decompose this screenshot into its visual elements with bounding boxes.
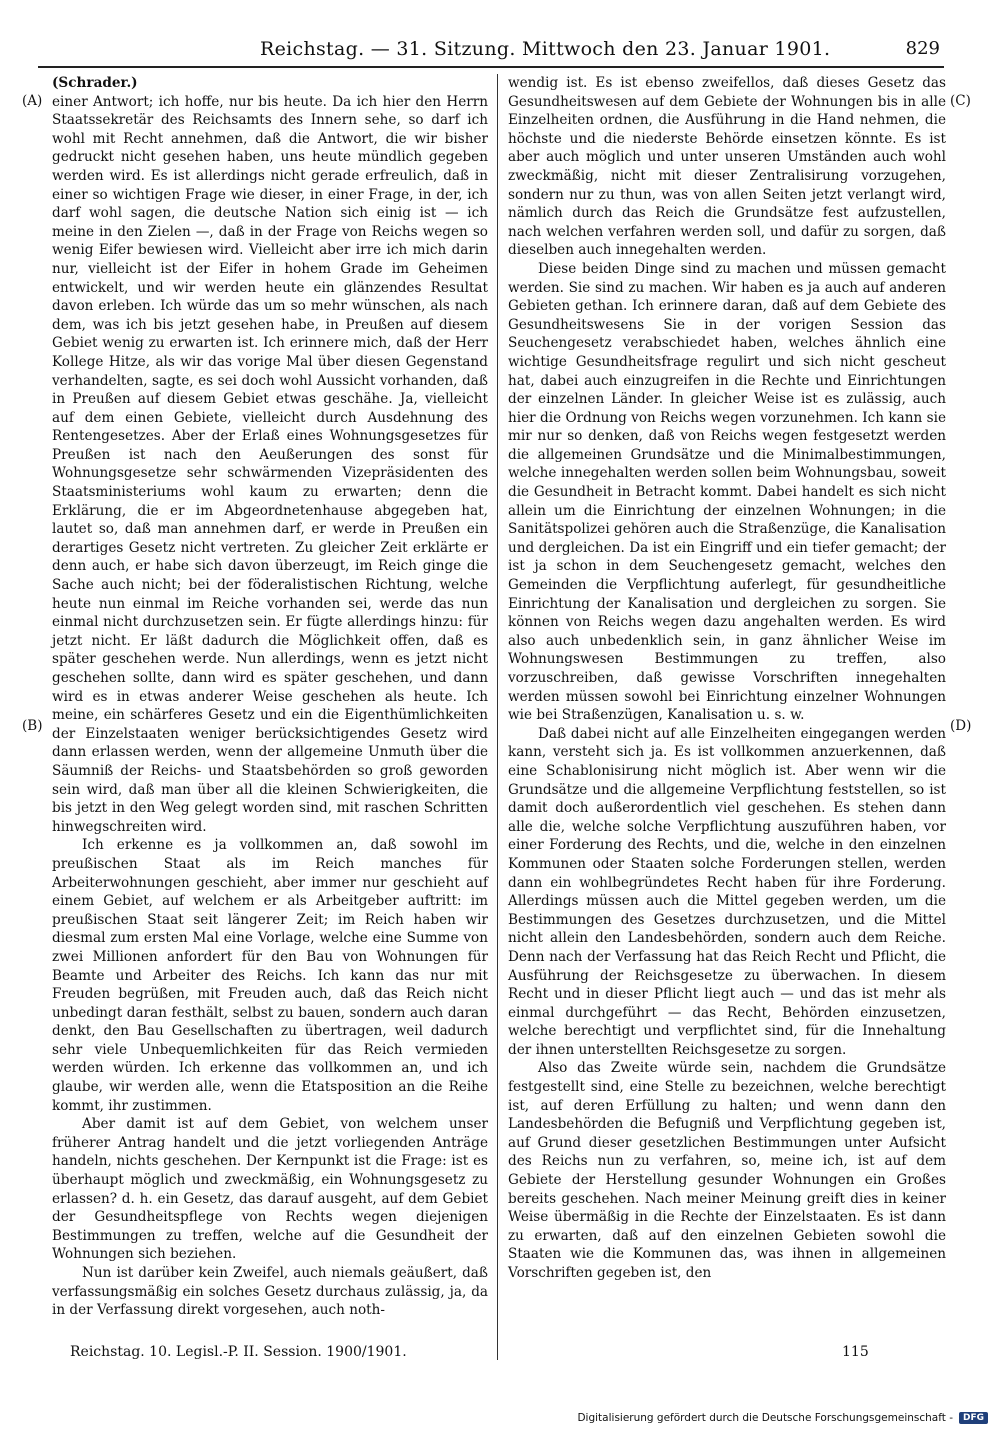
paragraph: Ich erkenne es ja vollkommen an, daß sowohl im preußischen Staat als im Reich manches für Arbeiterwohnungen geschieht, aber immer nur geschieht auf einem Gebiet, auf welchem er als Arbeitgeber auftritt: im preußischen Staat seit längerer Zeit; im Reich haben wir diesmal zum ersten Mal eine Vorlage, welche eine Summe von zwei Millionen anfordert für den Bau von Wohnungen für Beamte und Arbeiter des Reichs. Ich kann das nur mit Freuden begrüßen, mit Freuden auch, daß das Reich nicht unbedingt daran festhält, selbst zu bauen, sondern auch daran denkt, den Bau Gesellschaften zu übertragen, weil dadurch sehr viele Unbequemlichkeiten für das Reich vermieden werden würden. Ich erkenne das vollkommen an, und ich glaube, wir werden alle, wenn die Etatsposition an die Reihe kommt, ihr zustimmen.	[52, 837, 488, 1114]
paragraph: Nun ist darüber kein Zweifel, auch niemals geäußert, daß verfassungsmäßig ein solches Gesetz durchaus zulässig, ja, da in der Verfassung direkt vorgesehen, auch noth-	[52, 1265, 488, 1319]
paragraph: Diese beiden Dinge sind zu machen und müssen gemacht werden. Sie sind zu machen. Wir haben es ja auch auf anderen Gebieten gethan. Ich erinnere daran, daß auf dem Gebiete des Gesundheitswesens Sie in der vorigen Session das Seuchengesetz verabschiedet haben, welches ähnlich eine wichtige Gesundheitsfrage regulirt und sich nicht gescheut hat, dabei auch einzugreifen in die Rechte und Einrichtungen der einzelnen Länder. In gleicher Weise ist es zulässig, auch hier die Ordnung von Reichs wegen vorzunehmen. Ich kann sie mir nur so denken, daß von Reichs wegen festgesetzt werden die allgemeinen Grundsätze und die Minimalbestimmungen, welche innegehalten werden sollen beim Wohnungsbau, soweit die Gesundheit in Betracht kommt. Dabei handelt es sich nicht allein um die Einrichtung der einzelnen Wohnungen; in die Sanitätspolizei gehören auch die Straßenzüge, die Kanalisation und dergleichen. Da ist ein Eingriff und ein tiefer gemacht; der ist ja schon in dem Seuchengesetz gemacht, welches den Gemeinden die Verpflichtung auferlegt, für gesundheitliche Einrichtung der Kanalisation und dergleichen zu sorgen. Sie können von Reichs wegen dazu angehalten werden. Es wird also auch unbedenklich sein, in ganz ähnlicher Weise im Wohnungswesen Bestimmungen zu treffen, also vorzuschreiben, daß gewisse Vorschriften innegehalten werden müssen sowohl bei Einrichtung einzelner Wohnungen wie bei Straßenzügen, Kanalisation u. s. w.	[508, 260, 946, 724]
margin-marker-a: (A)	[22, 93, 43, 109]
page-header	[60, 38, 940, 68]
left-column	[52, 74, 488, 1320]
paragraph: Daß dabei nicht auf alle Einzelheiten eingegangen werden kann, versteht sich ja. Es ist vollkommen anzuerkennen, daß eine Schablonisirung nicht möglich ist. Aber wenn wir die Grundsätze und die allgemeine Verpflichtung feststellen, so ist damit doch außerordentlich viel geschehen. Es stehen dann alle die, welche solche Verpflichtung auszuführen haben, vor einer Forderung des Rechts, und die, welche in den einzelnen Kommunen oder Staaten solche Forderungen stellen, werden dann ein wohlbegründetes Recht haben für ihre Forderung. Allerdings müssen auch die Mittel gegeben werden, um die Bestimmungen des Gesetzes durchzusetzen, und die Mittel nicht allein den Landesbehörden, sondern auch dem Reiche. Denn nach der Verfassung hat das Reich Recht und Pflicht, die Ausführung der Reichsgesetze zu überwachen. In diesem Recht und in dieser Pflicht liegt auch — und das ist mehr als einmal durchgeführt — das Recht, Behörden einzusetzen, welche berechtigt und verpflichtet sind, für die Innehaltung der ihnen unterstellten Reichsgesetze zu sorgen.	[508, 725, 946, 1058]
digitization-text: Digitalisierung gefördert durch die Deutsche Forschungsgemeinschaft -	[577, 1412, 953, 1424]
paragraph: Also das Zweite würde sein, nachdem die Grundsätze festgestellt sind, eine Stelle zu bezeichnen, welche berechtigt ist, auf deren Erfüllung zu halten; und wenn dann den Landesbehörden die Befugniß und Verpflichtung gegeben ist, auf Grund dieser gesetzlichen Bestimmungen unter Aufsicht des Reichs nun zu verfahren, so, meine ich, ist auf dem Gebiete der Herstellung gesunder Wohnungen ein Großes bereits geschehen. Nach meiner Meinung greift dies in keiner Weise übermäßig in die Rechte der Einzelstaaten. Es ist dann zu erwarten, daß auf den einzelnen Gebieten sowohl die Staaten wie die Kommunen das, was ihnen in allgemeinen Vorschriften gegeben ist, den	[508, 1060, 946, 1281]
margin-marker-d: (D)	[950, 718, 972, 734]
paragraph: Aber damit ist auf dem Gebiet, von welchem unser früherer Antrag handelt und die jetzt vorliegenden Anträge handeln, nichts geschehen. Der Kernpunkt ist die Frage: ist es überhaupt möglich und zweckmäßig, ein Wohnungsgesetz zu erlassen? d. h. ein Gesetz, das darauf ausgeht, auf dem Gebiet der Gesundheitspflege von Rechts wegen diejenigen Bestimmungen zu treffen, welche auf die Gesundheit der Wohnungen sich beziehen.	[52, 1116, 488, 1263]
digitization-credit	[577, 1412, 988, 1424]
paragraph: einer Antwort; ich hoffe, nur bis heute. Da ich hier den Herrn Staatssekretär des Reichsamts des Innern sehe, so darf ich wohl mit Recht annehmen, daß die Antwort, die wir bisher gedruckt nicht gesehen haben, uns heute mündlich gegeben werden wird. Es ist allerdings nicht gerade erfreulich, daß in einer so wichtigen Frage wie dieser, in einer Frage, in der, ich darf wohl sagen, die deutsche Nation sich einig ist — ich meine in den Zielen —, daß in der Frage von Reichs wegen so wenig Eifer bewiesen wird. Vielleicht aber irre ich mich darin nur, vielleicht ist der Eifer in hohem Grade im Geheimen entwickelt, und wir werden heute ein glänzendes Resultat davon erleben. Ich würde das um so mehr wünschen, als nach dem, was ich bis jetzt gesehen habe, in Preußen auf diesem Gebiet wenig zu erwarten ist. Ich erinnere mich, daß der Herr Kollege Hitze, als wir das vorige Mal über diesen Gegenstand verhandelten, sagte, es sei doch wohl Aussicht vorhanden, daß in Preußen auf diesem Gebiet etwas geschähe. Ja, vielleicht auf dem einen Gebiete, vielleicht durch Ausdehnung des Rentengesetzes. Aber der Erlaß eines Wohnungsgesetzes für Preußen ist nach den Aeußerungen des sonst für Wohnungsgesetze sehr schwärmenden Vizepräsidenten des Staatsministeriums wohl kaum zu erwarten; denn die Erklärung, die er im Abgeordnetenhause abgegeben hat, lautet so, daß man annehmen darf, er werde in Preußen ein derartiges Gesetz nicht vertreten. Zu gleicher Zeit erklärte er denn auch, er habe sich davon überzeugt, im Reich ginge die Sache auch nicht; bei der föderalistischen Richtung, welche heute nun einmal im Reiche vorhanden sei, werde das nun einmal nicht durchzusetzen sein. Er fügte allerdings hinzu: für jetzt nicht. Er läßt dadurch die Möglichkeit offen, daß es später geschehen werde. Nun allerdings, wenn es jetzt nicht geschehen sollte, dann wird es später geschehen, und dann wird es in etwas anderer Weise geschehen als heute. Ich meine, ein schärferes Gesetz und ein die Eigenthümlichkeiten der Einzelstaaten weniger berücksichtigendes Gesetz wird dann erlassen werden, wenn der allgemeine Unmuth über die Säumniß der Reichs- und Staatsbehörden so groß geworden sein wird, daß man über all die kleinen Schwierigkeiten, die bis jetzt in den Weg gelegt worden sind, mit raschen Schritten hinwegschreiten wird.	[52, 93, 488, 835]
header-rule	[38, 66, 944, 68]
footer-session-info: Reichstag. 10. Legisl.-P. II. Session. 1900/1901.	[70, 1344, 407, 1360]
right-column	[508, 74, 946, 1283]
paragraph: wendig ist. Es ist ebenso zweifellos, daß dieses Gesetz das Gesundheitswesen auf dem Gebiete der Wohnungen bis in alle Einzelheiten ordnen, die Ausführung in die Hand nehmen, die höchste und die niederste Behörde einsetzen könnte. Es ist aber auch möglich und unter unseren Umständen auch wohl zweckmäßig, nicht mit dieser Zentralisirung vorzugehen, sondern nur zu thun, was von allen Seiten jetzt verlangt wird, nämlich durch das Reich die Grundsätze fest aufzustellen, nach welchen verfahren werden soll, und dafür zu sorgen, daß dieselben auch innegehalten werden.	[508, 75, 946, 259]
column-divider	[497, 74, 498, 1360]
page-number: 829	[905, 38, 940, 59]
margin-marker-c: (C)	[950, 93, 971, 109]
dfg-logo: DFG	[959, 1412, 988, 1424]
speaker-name: (Schrader.)	[52, 75, 138, 91]
running-title: Reichstag. — 31. Sitzung. Mittwoch den 23. Januar 1901.	[260, 38, 831, 60]
sheet-signature: 115	[842, 1344, 869, 1360]
margin-marker-b: (B)	[22, 718, 43, 734]
